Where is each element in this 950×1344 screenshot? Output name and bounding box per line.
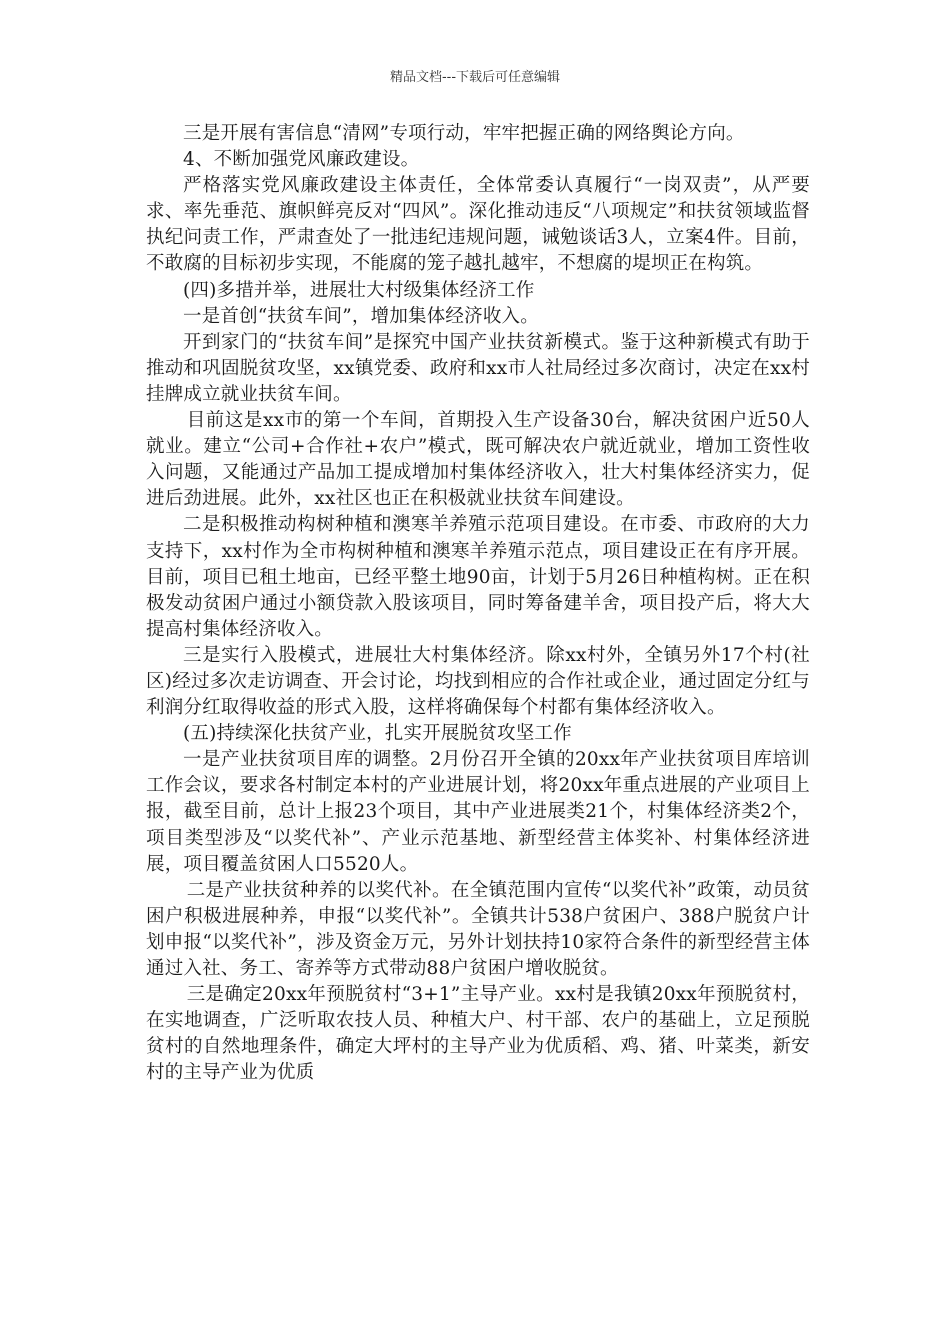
section-heading: (五)持续深化扶贫产业，扎实开展脱贫攻坚工作 — [183, 723, 572, 745]
section-subheading: 4、不断加强党风廉政建设。 — [183, 149, 420, 171]
page-header: 精品文档---下载后可任意编辑 — [389, 70, 561, 85]
section-heading: (四)多措并举，进展壮大村级集体经济工作 — [183, 279, 535, 301]
document-body — [146, 121, 810, 1086]
paragraph: 三是实行入股模式，进展壮大村集体经济。除xx村外，全镇另外17个村(社区)经过多次走访调查、开会讨论，均找到相应的合作社或企业，通过固定分红与利润分红取得收益的形式入股，这样将确保每个村都有集体经济收入。 — [146, 644, 810, 719]
paragraph: 开到家门的“扶贫车间”是探究中国产业扶贫新模式。鉴于这种新模式有助于推动和巩固脱贫攻坚，xx镇党委、政府和xx市人社局经过多次商讨，决定在xx村挂牌成立就业扶贫车间。 — [146, 331, 810, 405]
paragraph: 二是积极推动构树种植和澳寒羊养殖示范项目建设。在市委、市政府的大力支持下，xx村作为全市构树种植和澳寒羊养殖示范点，项目建设正在有序开展。目前，项目已租土地亩，已经平整土地90亩，计划于5月26日种植构树。正在积极发动贫困户通过小额贷款入股该项目，同时筹备建羊舍，项目投产后，将大大提高村集体经济收入。 — [146, 514, 810, 640]
paragraph: 目前这是xx市的第一个车间，首期投入生产设备30台，解决贫困户近50人就业。建立“公司+合作社+农户”模式，既可解决农户就近就业，增加工资性收入问题，又能通过产品加工提成增加村集体经济收入，壮大村集体经济实力，促进后劲进展。此外，xx社区也正在积极就业扶贫车间建设。 — [146, 410, 810, 510]
paragraph: 三是开展有害信息“清网”专项行动，牢牢把握正确的网络舆论方向。 — [183, 123, 745, 144]
paragraph: 三是确定20xx年预脱贫村“3+1”主导产业。xx村是我镇20xx年预脱贫村，在实地调查，广泛听取农技人员、种植大户、村干部、农户的基础上，立足预脱贫村的自然地理条件，确定大坪村的主导产业为优质稻、鸡、猪、叶菜类，新安村的主导产业为优质 — [146, 984, 810, 1084]
paragraph: 严格落实党风廉政建设主体责任，全体常委认真履行“一岗双责”，从严要求、率先垂范、旗帜鲜亮反对“四风”。深化推动违反“八项规定”和扶贫领域监督执纪问责工作，严肃查处了一批违纪违规问题，诫勉谈话3人，立案4件。目前，不敢腐的目标初步实现，不能腐的笼子越扎越牢，不想腐的堤坝正在构筑。 — [146, 175, 810, 275]
paragraph: 二是产业扶贫种养的以奖代补。在全镇范围内宣传“以奖代补”政策，动员贫困户积极进展种养，申报“以奖代补”。全镇共计538户贫困户、388户脱贫户计划申报“以奖代补”，涉及资金万元，另外计划扶持10家符合条件的新型经营主体通过入社、务工、寄养等方式带动88户贫困户增收脱贫。 — [146, 879, 810, 979]
paragraph: 一是产业扶贫项目库的调整。2月份召开全镇的20xx年产业扶贫项目库培训工作会议，要求各村制定本村的产业进展计划，将20xx年重点进展的产业项目上报，截至目前，总计上报23个项目，其中产业进展类21个，村集体经济类2个，项目类型涉及“以奖代补”、产业示范基地、新型经营主体奖补、村集体经济进展，项目覆盖贫困人口5520人。 — [146, 749, 810, 875]
paragraph: 一是首创“扶贫车间”，增加集体经济收入。 — [183, 305, 539, 327]
